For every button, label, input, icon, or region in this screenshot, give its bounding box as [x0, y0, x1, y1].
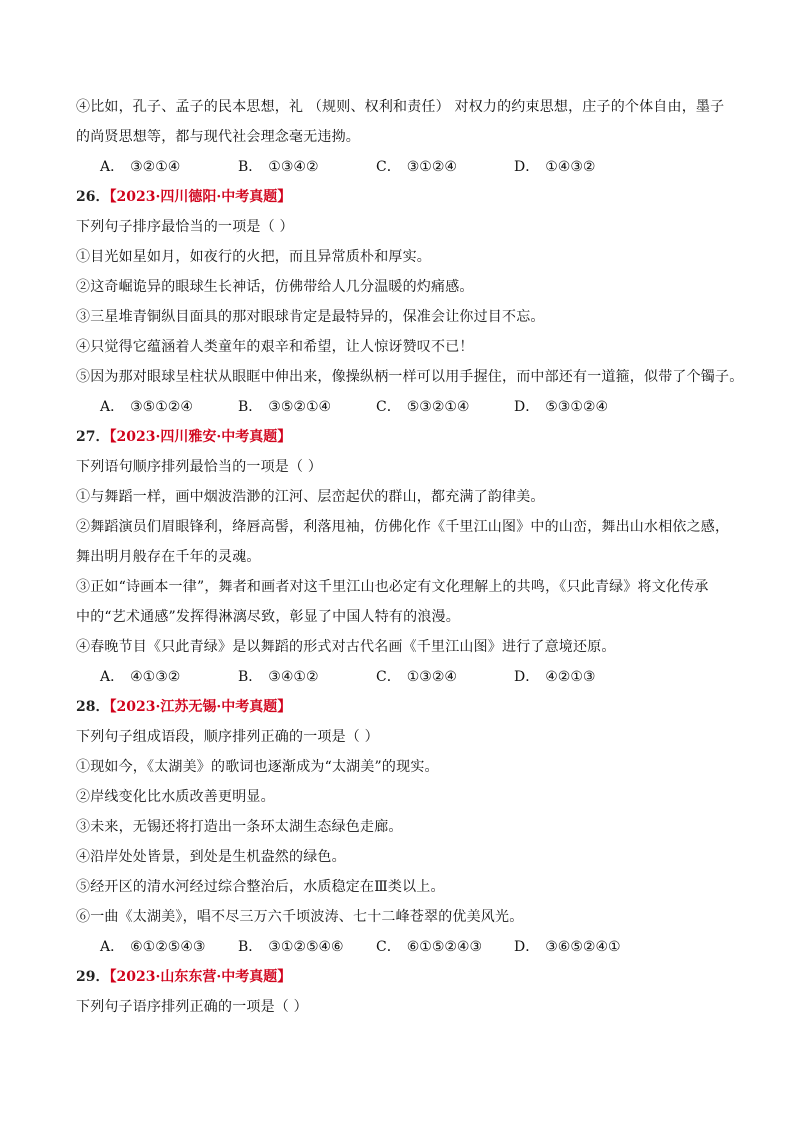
question-27	[76, 422, 736, 692]
question-number: 26．	[76, 189, 110, 205]
option-c	[376, 932, 514, 962]
option-letter: C．	[376, 399, 401, 415]
document-page	[76, 92, 744, 1022]
question-number: 27．	[76, 429, 110, 445]
answer-options	[76, 932, 736, 962]
option-letter: C．	[376, 939, 401, 955]
text-line: ③正如“诗画本一律”，舞者和画者对这千里江山也必定有文化理解上的共鸣，《只此青绿》将文化传承	[76, 579, 709, 595]
option-letter: C．	[376, 669, 401, 685]
option-text: ③⑥⑤②④①	[545, 939, 621, 955]
text-line: 下列句子语序排列正确的一项是（ ）	[76, 999, 308, 1015]
option-text: ⑥①②⑤④③	[130, 939, 206, 955]
option-letter: B．	[238, 399, 263, 415]
answer-options	[76, 152, 736, 182]
text-line: 中的“艺术通感”发挥得淋漓尽致，彰显了中国人特有的浪漫。	[76, 609, 460, 625]
option-letter: B．	[238, 669, 263, 685]
option-d	[514, 662, 652, 692]
text-line: ①现如今，《太湖美》的歌词也逐渐成为“太湖美”的现实。	[76, 759, 439, 775]
option-letter: A．	[100, 399, 125, 415]
option-letter: A．	[100, 669, 125, 685]
option-c	[376, 392, 514, 422]
question-number: 29．	[76, 969, 110, 985]
option-c	[376, 662, 514, 692]
option-text: ③⑤②①④	[268, 399, 332, 415]
text-line: 下列句子组成语段，顺序排列正确的一项是（ ）	[76, 729, 379, 745]
option-text: ⑥①⑤②④③	[406, 939, 483, 955]
question-number: 28．	[76, 699, 110, 715]
option-d	[514, 152, 652, 182]
option-text: ③①②⑤④⑥	[268, 939, 344, 955]
text-line: 舞出明月般存在千年的灵魂。	[76, 549, 261, 565]
option-b	[238, 662, 376, 692]
option-a	[100, 152, 238, 182]
option-letter: C．	[376, 159, 401, 175]
option-letter: D．	[514, 939, 540, 955]
option-c	[376, 152, 514, 182]
answer-options	[76, 662, 736, 692]
option-a	[100, 392, 238, 422]
question-source: 【2023·四川德阳·中考真题】	[109, 189, 292, 205]
text-line: 的尚贤思想等，都与现代社会理念毫无违拗。	[76, 129, 360, 145]
question-source: 【2023·山东东营·中考真题】	[109, 969, 292, 985]
option-text: ③④①②	[268, 669, 319, 685]
option-a	[100, 932, 238, 962]
option-text: ④②①③	[545, 669, 596, 685]
option-d	[514, 932, 652, 962]
text-line: ①与舞蹈一样，画中烟波浩渺的江河、层峦起伏的群山，都充满了韵律美。	[76, 489, 545, 505]
question-28	[76, 692, 736, 962]
text-line: ④春晚节目《只此青绿》是以舞蹈的形式对古代名画《千里江山图》进行了意境还原。	[76, 639, 616, 655]
question-source: 【2023·四川雅安·中考真题】	[109, 429, 292, 445]
text-line: ⑤经开区的清水河经过综合整治后，水质稳定在Ⅲ类以上。	[76, 879, 445, 895]
option-letter: D．	[514, 399, 540, 415]
text-line: ⑥一曲《太湖美》，唱不尽三万六千顷波涛、七十二峰苍翠的优美风光。	[76, 909, 524, 925]
option-text: ①④③②	[545, 159, 596, 175]
option-letter: D．	[514, 669, 540, 685]
text-line: ②岸线变化比水质改善更明显。	[76, 789, 275, 805]
text-line: ③未来，无锡还将打造出一条环太湖生态绿色走廊。	[76, 819, 403, 835]
option-text: ③②①④	[130, 159, 181, 175]
question-header	[76, 182, 736, 212]
text-line: ③三星堆青铜纵目面具的那对眼球肯定是最特异的，保准会让你过目不忘。	[76, 309, 545, 325]
question-header	[76, 422, 736, 452]
text-line: ②这奇崛诡异的眼球生长神话，仿佛带给人几分温暖的灼痛感。	[76, 279, 474, 295]
question-header	[76, 692, 736, 722]
option-b	[238, 152, 376, 182]
option-text: ③⑤①②④	[130, 399, 193, 415]
option-letter: B．	[238, 159, 263, 175]
text-line: ④只觉得它蕴涵着人类童年的艰辛和希望，让人惊讶赞叹不已！	[76, 339, 474, 355]
question-29	[76, 962, 736, 1022]
option-letter: B．	[238, 939, 263, 955]
text-line: 下列句子排序最恰当的一项是（ ）	[76, 219, 294, 235]
text-line: ①目光如星如月，如夜行的火把，而且异常质朴和厚实。	[76, 249, 431, 265]
option-b	[238, 932, 376, 962]
text-line: ⑤因为那对眼球呈柱状从眼眶中伸出来，像操纵柄一样可以用手握住，而中部还有一道箍，似带了个镯子。	[76, 369, 744, 385]
intro-block	[76, 92, 736, 182]
option-text: ④①③②	[130, 669, 181, 685]
option-d	[514, 392, 652, 422]
option-letter: D．	[514, 159, 540, 175]
question-header	[76, 962, 736, 992]
text-line: ②舞蹈演员们眉眼锋利，绛唇高髻，利落甩袖，仿佛化作《千里江山图》中的山峦，舞出山水相依之感，	[76, 519, 730, 535]
text-line: 下列语句顺序排列最恰当的一项是（ ）	[76, 459, 323, 475]
option-text: ⑤③①②④	[545, 399, 608, 415]
option-text: ③①②④	[406, 159, 457, 175]
answer-options	[76, 392, 736, 422]
option-text: ⑤③②①④	[406, 399, 470, 415]
option-a	[100, 662, 238, 692]
question-26	[76, 182, 744, 422]
option-letter: A．	[100, 939, 125, 955]
option-text: ①③④②	[268, 159, 319, 175]
option-letter: A．	[100, 159, 125, 175]
text-line: ④沿岸处处皆景，到处是生机盎然的绿色。	[76, 849, 346, 865]
question-source: 【2023·江苏无锡·中考真题】	[109, 699, 292, 715]
option-b	[238, 392, 376, 422]
text-line: ④比如，孔子、孟子的民本思想，礼 （规则、权利和责任） 对权力的约束思想，庄子的个体自由，墨子	[76, 99, 725, 115]
option-text: ①③②④	[406, 669, 457, 685]
